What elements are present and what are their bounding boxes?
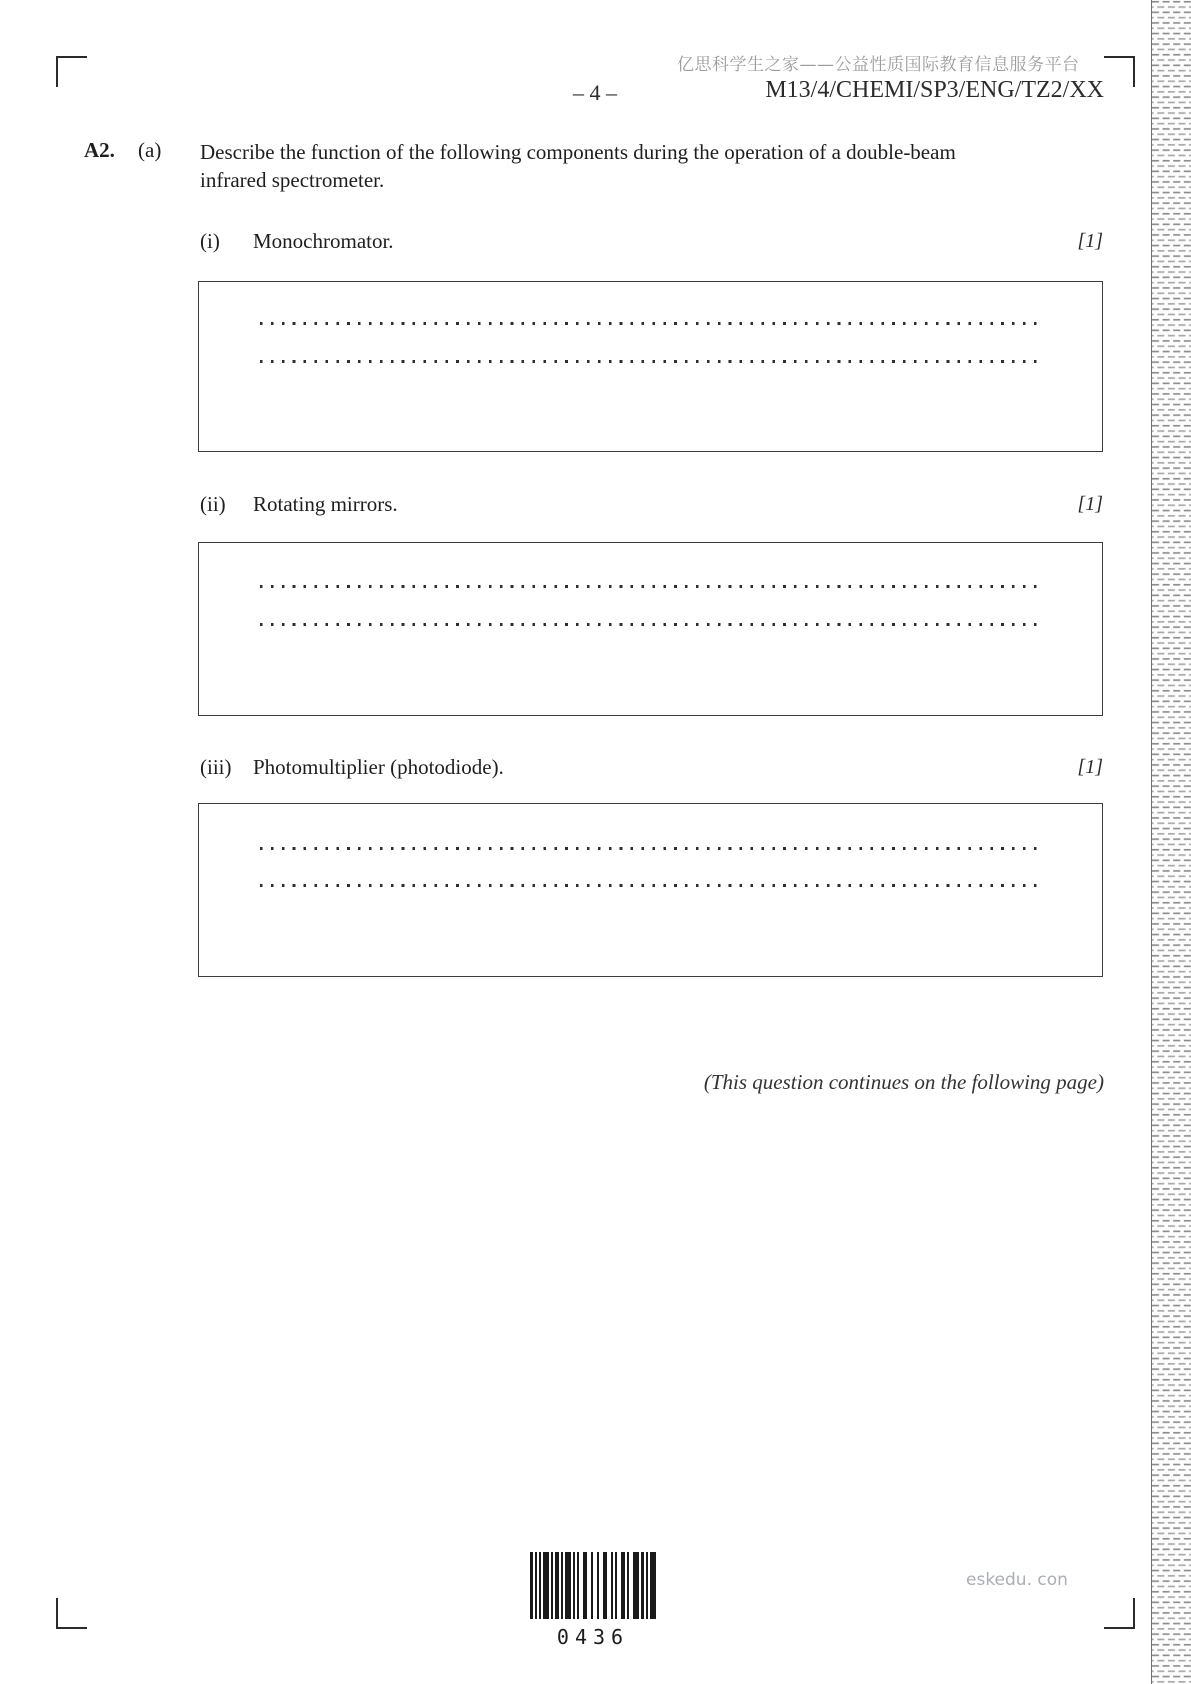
answer-dotted-line: [260, 623, 1043, 626]
answer-box-i: [198, 281, 1103, 452]
item-iii-label: (iii): [200, 755, 232, 779]
exam-paper-code: M13/4/CHEMI/SP3/ENG/TZ2/XX: [765, 77, 1104, 103]
item-i-label: (i): [200, 229, 220, 253]
answer-box-iii: [198, 803, 1103, 977]
watermark-text: eskedu. con: [966, 1570, 1068, 1590]
crop-mark-top-left: [56, 56, 87, 87]
crop-mark-bottom-left: [56, 1598, 87, 1629]
barcode-graphic: [530, 1552, 656, 1619]
question-prompt-line1: Describe the function of the following components during the operation of a double-beam: [200, 140, 956, 164]
answer-box-ii: [198, 542, 1103, 716]
barcode: [530, 1552, 656, 1649]
item-ii-text: Rotating mirrors.: [253, 492, 398, 516]
question-prompt-line2: infrared spectrometer.: [200, 168, 385, 192]
item-i-marks: [1]: [1077, 230, 1103, 252]
page-edge-texture: [1151, 0, 1191, 1684]
question-part-label: (a): [138, 138, 162, 162]
item-iii-marks: [1]: [1077, 756, 1103, 778]
continuation-note: (This question continues on the following page): [703, 1070, 1104, 1094]
dash-pattern-graphic: [1152, 0, 1191, 1684]
page-number: – 4 –: [573, 80, 617, 105]
site-banner: 亿思科学生之家——公益性质国际教育信息服务平台: [677, 55, 1080, 75]
answer-dotted-line: [260, 884, 1043, 887]
item-iii-text: Photomultiplier (photodiode).: [253, 755, 504, 779]
answer-dotted-line: [260, 585, 1043, 588]
question-number: A2.: [84, 138, 115, 162]
question-prompt: [200, 138, 1030, 194]
item-i-text: Monochromator.: [253, 229, 394, 253]
crop-mark-bottom-right: [1104, 1598, 1135, 1629]
barcode-number: 0436: [556, 1625, 630, 1649]
answer-dotted-line: [260, 360, 1043, 363]
answer-dotted-line: [260, 322, 1043, 325]
item-ii-label: (ii): [200, 492, 226, 516]
item-ii-marks: [1]: [1077, 493, 1103, 515]
answer-dotted-line: [260, 847, 1043, 850]
crop-mark-top-right: [1104, 56, 1135, 87]
